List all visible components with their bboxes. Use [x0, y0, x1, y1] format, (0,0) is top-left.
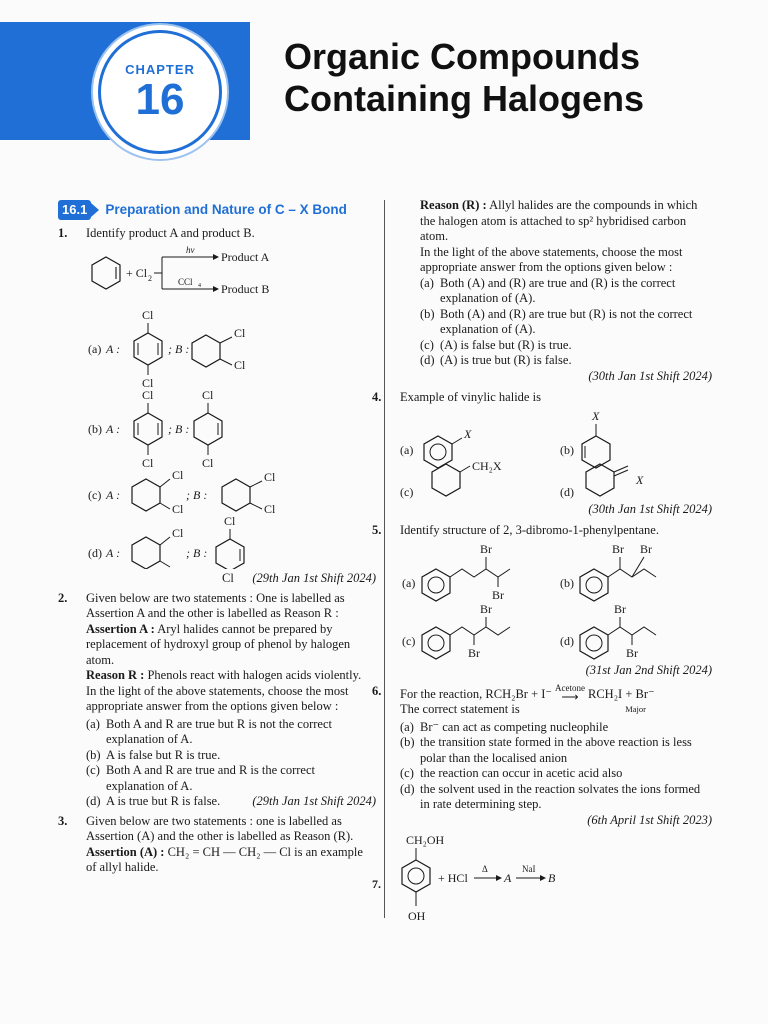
left-column [58, 200, 376, 878]
svg-text:2: 2 [148, 274, 152, 283]
q6-option-b: (b) the transition state formed in the above reaction is less polar than the localised anion [400, 735, 692, 765]
arrow-icon [91, 203, 99, 217]
chapter-number: 16 [135, 74, 185, 124]
q3-option-c: (c) (A) is false but (R) is true. [420, 337, 572, 352]
svg-text:NaI: NaI [522, 864, 536, 874]
svg-text:7.: 7. [372, 877, 381, 891]
question-2: 2. Given below are two statements : One is labelled as Assertion A and the other is labelled as Reason R : Assertion A : Aryl halides cannot be prepared by replacement of hydroxyl group of phenol by halogen atom. Reason R : Phenols react with halogen acids violently. In the light of the above statements, choose the most appropriate answer from the options given below : [58, 590, 362, 713]
right-column [372, 198, 712, 926]
svg-text:Br: Br [612, 541, 624, 556]
svg-text:Cl: Cl [234, 358, 246, 372]
svg-text:Cl: Cl [142, 388, 154, 402]
section-heading [58, 200, 376, 220]
svg-text:Product B: Product B [221, 282, 270, 296]
q2-option-b: (b) A is false but R is true. [86, 747, 221, 762]
svg-text:OH: OH [408, 909, 426, 923]
question-1: 1. Identify product A and product B. [58, 225, 255, 240]
q6-reference: (6th April 1st Shift 2023) [587, 812, 712, 827]
svg-text:Br: Br [626, 645, 638, 660]
svg-text:hν: hν [186, 245, 195, 255]
q1-reference: (29th Jan 1st Shift 2024) [252, 571, 376, 585]
svg-text:Br: Br [468, 645, 480, 660]
svg-text:X: X [464, 426, 472, 441]
question-5: 5. Identify structure of 2, 3-dibromo-1-phenylpentane. [372, 523, 659, 537]
q2-option-d: (d) A is true but R is false. (29th Jan 1st Shift 2024) [86, 794, 376, 808]
question-6: 6. For the reaction, RCH₂Br + I⁻ Acetone ⟶ RCH₂I + Br⁻ The correct statement is Major [372, 683, 655, 716]
q3-option-a: (a) Both (A) and (R) are true and (R) is the correct explanation of (A). [420, 275, 676, 305]
svg-text:Cl: Cl [172, 502, 184, 516]
q1-footer: Cl (29th Jan 1st Shift 2024) [222, 571, 376, 585]
svg-text:Cl: Cl [264, 470, 276, 484]
svg-text:Br: Br [614, 601, 626, 616]
svg-text:(c): (c) [400, 484, 414, 499]
question-7 [372, 830, 688, 926]
svg-text:A :: A : [106, 546, 121, 560]
q6-option-c: (c) the reaction can occur in acetic acid also [400, 766, 623, 780]
svg-text:(a): (a) [400, 442, 414, 457]
svg-text:Br: Br [480, 601, 492, 616]
page-title: Organic Compounds Containing Halogens [284, 36, 644, 119]
chapter-badge [98, 30, 222, 154]
svg-text:+ HCl: + HCl [438, 871, 468, 885]
question-4: 4. Example of vinylic halide is [372, 390, 541, 404]
svg-text:A :: A : [106, 488, 121, 502]
svg-text:Cl: Cl [264, 502, 276, 516]
q6-option-a: (a) Br⁻ can act as competing nucleophile [400, 719, 609, 734]
svg-text:(d): (d) [560, 484, 574, 499]
svg-text:(d): (d) [560, 633, 574, 648]
svg-text:Cl: Cl [202, 456, 214, 470]
svg-text:(b): (b) [560, 575, 574, 590]
svg-text:Cl: Cl [234, 326, 246, 340]
section-title: Preparation and Nature of C – X Bond [105, 202, 347, 217]
svg-text:(a): (a) [402, 575, 416, 590]
q4-reference: (30th Jan 1st Shift 2024) [588, 501, 712, 516]
q1-reaction-scheme [58, 243, 376, 307]
section-number: 16.1 [58, 200, 91, 220]
svg-text:Cl: Cl [172, 468, 184, 482]
q2-option-a: (a) Both A and R are true but R is not the correct explanation of A. [86, 716, 332, 746]
svg-text:Br: Br [480, 541, 492, 556]
svg-text:Cl: Cl [224, 514, 236, 528]
svg-text:Cl: Cl [202, 388, 214, 402]
svg-text:Cl: Cl [142, 456, 154, 470]
question-3: 3. Given below are two statements : one is labelled as Assertion (A) and the other is labelled as Reason (R). Assertion (A) : CH₂ = CH — CH₂ — Cl is an example of allyl halide. [58, 813, 363, 874]
svg-text:B: B [548, 871, 556, 885]
svg-text:Δ: Δ [482, 864, 488, 874]
svg-text:Cl: Cl [172, 526, 184, 540]
svg-text:A :: A : [106, 422, 121, 436]
q3-option-d: (d) (A) is true but (R) is false. [420, 353, 572, 367]
q3-option-b: (b) Both (A) and (R) are true but (R) is not the correct explanation of (A). [420, 306, 693, 336]
q4-options [396, 408, 712, 502]
svg-text:(c): (c) [88, 488, 102, 502]
svg-text:(d): (d) [88, 546, 102, 560]
svg-text:(a): (a) [88, 342, 102, 356]
svg-text:CH₂X: CH₂X [472, 458, 502, 473]
q2-option-c: (c) Both A and R are true and R is the correct explanation of A. [86, 763, 315, 793]
q1-options [58, 307, 376, 569]
svg-text:Cl: Cl [142, 308, 154, 322]
q5-options [396, 541, 712, 663]
svg-text:X: X [636, 472, 644, 487]
svg-text:Cl: Cl [142, 376, 154, 390]
reaction-arrow: Acetone ⟶ [555, 683, 585, 704]
chapter-label: CHAPTER [125, 61, 195, 77]
svg-text:4: 4 [198, 283, 201, 289]
column-divider [384, 200, 385, 918]
svg-text:(b): (b) [560, 442, 574, 457]
svg-text:Br: Br [492, 587, 504, 602]
svg-text:(b): (b) [88, 422, 102, 436]
svg-text:; B :: ; B : [168, 342, 190, 356]
svg-text:+ Cl: + Cl [126, 266, 148, 280]
svg-text:; B :: ; B : [186, 546, 208, 560]
svg-text:CH₂OH: CH₂OH [406, 833, 445, 847]
svg-text:(c): (c) [402, 633, 416, 648]
svg-text:Br: Br [640, 541, 652, 556]
q3-reference: (30th Jan 1st Shift 2024) [588, 368, 712, 383]
svg-text:X: X [592, 408, 600, 423]
svg-text:A: A [504, 871, 512, 885]
q3-continued: Reason (R) : Allyl halides are the compounds in which the halogen atom is attached to sp² hybridised carbon atom. In the light of the above statements, choose the most appropriate answer from the options given below : [420, 198, 698, 274]
svg-text:; B :: ; B : [168, 422, 190, 436]
q6-option-d: (d) the solvent used in the reaction solvates the ions formed in rate determining step. [400, 781, 701, 811]
q5-reference: (31st Jan 2nd Shift 2024) [585, 662, 712, 677]
svg-text:; B :: ; B : [186, 488, 208, 502]
svg-text:A :: A : [106, 342, 121, 356]
svg-text:CCl: CCl [178, 277, 193, 287]
svg-text:Product A: Product A [221, 250, 270, 264]
